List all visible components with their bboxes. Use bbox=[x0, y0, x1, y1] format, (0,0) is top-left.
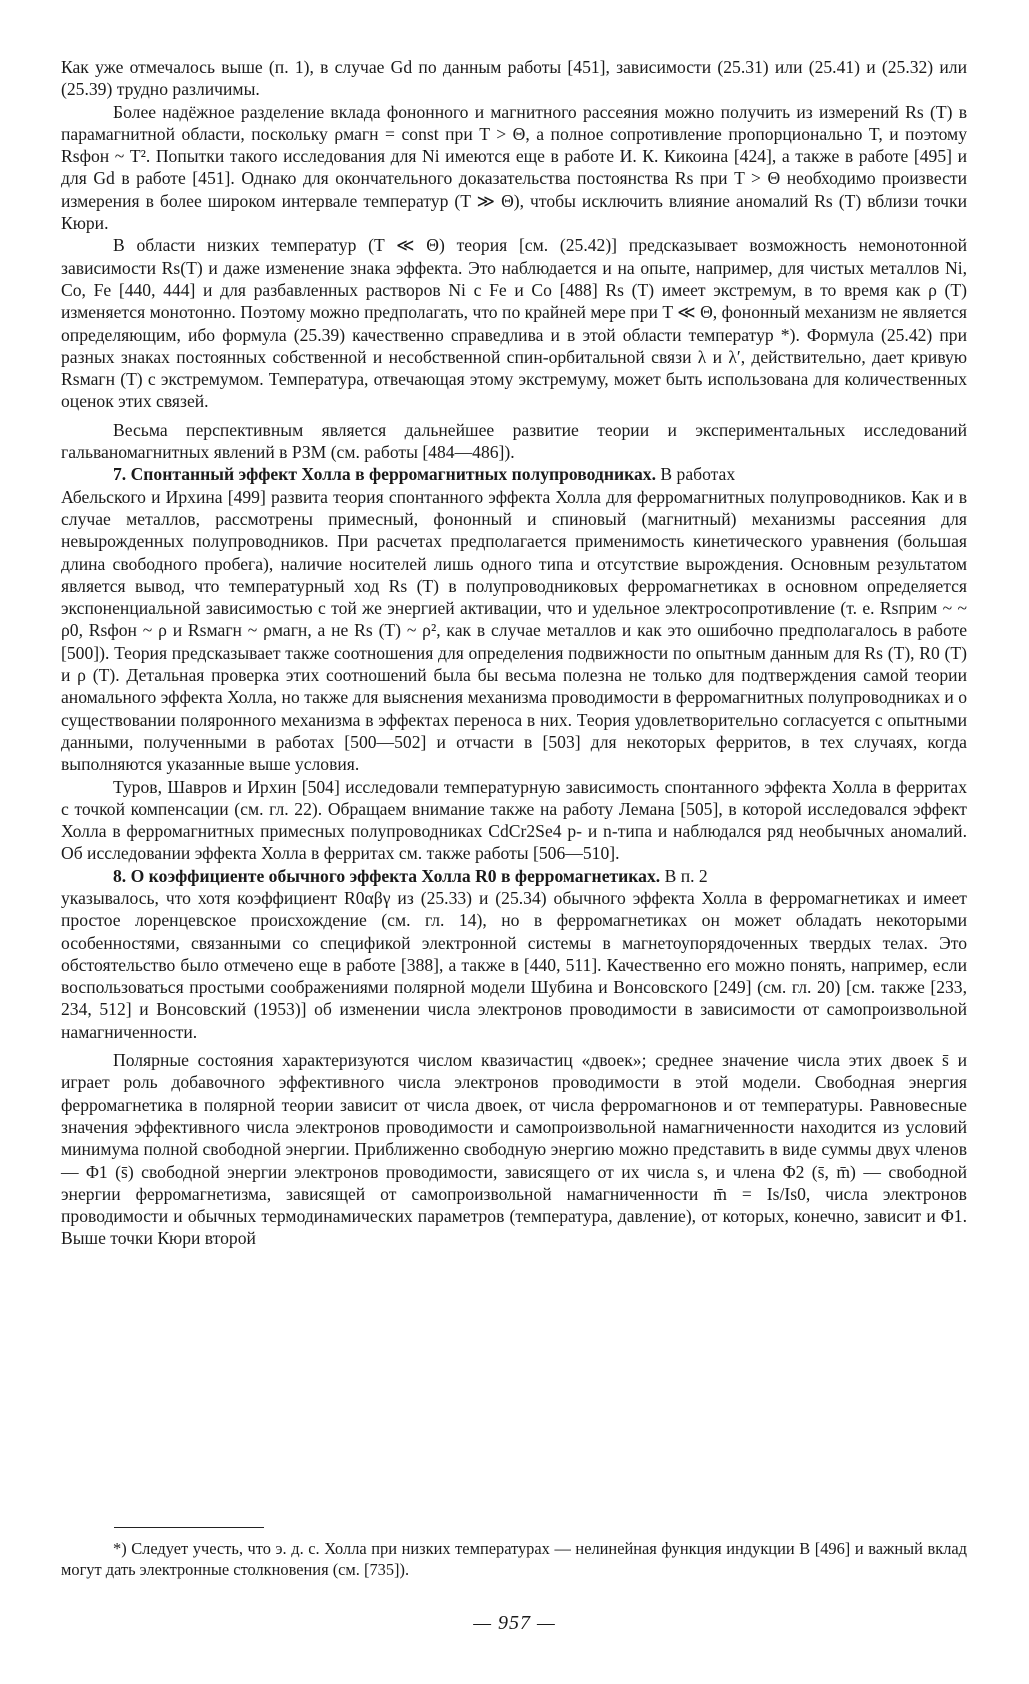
paragraph-gd-dependencies: Как уже отмечалось выше (п. 1), в случае Gd по данным работы [451], зависимости (25.31) или (25.41) и (25.32) или (25.39) трудно различимы. bbox=[61, 57, 967, 100]
page-number: — 957 — bbox=[473, 1612, 556, 1634]
paragraph-polar-states: Полярные состояния характеризуются числом квазичастиц «двоек»; среднее значение числа этих двоек s̄ и играет роль добавочного эффективного числа электронов проводимости в этой модели. Свободная энергия ферромагнетика в полярной теории зависит от числа двоек, от числа ферромагнонов и от температуры. Равновесные значения эффективного числа электронов проводимости и самопроизвольной намагниченности находится из условий минимума полной свободной энергии. Приближенно свободную энергию можно представить в виде суммы двух членов — Φ1 (s̄) свободной энергии электронов проводимости, зависящего от их числа s, и члена Φ2 (s̄, m̄) — свободной энергии ферромагнетизма, зависящей от самопроизвольной намагниченности m̄ = Is/Is0, числа электронов проводимости и обычных термодинамических параметров (температура, давление), от которых, конечно, зависит и Φ1. Выше точки Кюри второй bbox=[61, 1050, 967, 1249]
paragraph-low-temperatures: В области низких температур (T ≪ Θ) теория [см. (25.42)] предсказывает возможность немонотонной зависимости Rs(T) и даже изменение знака эффекта. Это наблюдается и на опыте, например, для чистых металлов Ni, Co, Fe [440, 444] и для разбавленных растворов Ni с Fe и Co [488] Rs (T) имеет экстремум, в то время как ρ (T) изменяется монотонно. Поэтому можно предполагать, что по крайней мере при T ≪ Θ, фононный механизм не является определяющим, ибо формула (25.39) качественно справедлива и в этой области температур *). Формула (25.42) при разных знаках постоянных собственной и несобственной спин-орбитальной связи λ и λ′, действительно, дает кривую Rsмагн (T) с экстремумом. Температура, отвечающая этому экстремуму, может быть использована для количественных оценок этих связей. bbox=[61, 235, 967, 412]
paragraph-paramagnetic-region: Более надёжное разделение вклада фононного и магнитного рассеяния можно получить из измерений Rs (T) в парамагнитной области, поскольку ρмагн = const при T > Θ, а полное сопротивление пропорционально T, и поэтому Rsфон ~ T². Попытки такого исследования для Ni имеются еще в работе И. К. Кикоина [424], а также в работе [495] и для Gd в работе [451]. Однако для окончательного доказательства постоянства Rs при T > Θ необходимо произвести измерения в более широком интервале температур (T ≫ Θ), чтобы исключить влияние аномалий Rs (T) вблизи точки Кюри. bbox=[61, 101, 967, 234]
paragraph-semiconductor-theory: Абельского и Ирхина [499] развита теория спонтанного эффекта Холла для ферромагнитных полупроводников. Как и в случае металлов, рассмотрены примесный, фононный и спиновый (магнитный) механизмы рассеяния для невырожденных полупроводников. При расчетах предполагается применимость кинетического уравнения (большая длина свободного пробега), наличие носителей лишь одного типа и отсутствие вырождения. Основным результатом является вывод, что температурный ход Rs (T) в полупроводниковых ферромагнетиках в основном определяется экспоненциальной зависимостью с той же энергией активации, что и удельное электросопротивление (т. е. Rsприм ~ ~ ρ0, Rsфон ~ ρ и Rsмагн ~ ρмагн, а не Rs (T) ~ ρ², как в случае металлов и как это ошибочно предполагалось в работе [500]). Теория предсказывает также соотношения для определения подвижности по опытным данным для Rs (T), R0 (T) и ρ (T). Детальная проверка этих соотношений была бы весьма полезна не только для подтверждения самой теории аномального эффекта Холла, но также для выяснения механизма проводимости в ферромагнитных полупроводниках и о существовании поляронного механизма в эффектах переноса в них. Теория удовлетворительно согласуется с опытными данными, полученными в работах [500—502] и отчасти в [503] для некоторых ферритов, в тех случаях, когда выполняются указанные выше условия. bbox=[61, 486, 967, 775]
paragraph-ordinary-hall-coefficient: указывалось, что хотя коэффициент R0αβγ из (25.33) и (25.34) обычного эффекта Холла в ферромагнетиках и имеет простое лоренцевское происхождение (см. гл. 14), но в ферромагнетиках он может обладать некоторыми особенностями, связанными со спецификой электронной системы в магнетоупорядоченных твердых телах. Это обстоятельство было отмечено еще в работе [388], а также в [440, 511]. Качественно его можно понять, например, если воспользоваться простыми соображениями полярной модели Шубина и Вонсовского [249] (см. гл. 20) [см. также [233, 234, 512] и Вонсовский (1953)] об изменении числа электронов проводимости в зависимости от самопроизвольной намагниченности. bbox=[61, 887, 967, 1042]
section-8-intro bbox=[61, 865, 967, 887]
section-7-lead: В работах bbox=[660, 464, 736, 485]
section-7-heading: 7. Спонтанный эффект Холла в ферромагнитных полупроводниках. bbox=[113, 464, 656, 485]
paragraph-rare-earth-outlook: Весьма перспективным является дальнейшее развитие теории и экспериментальных исследований гальваномагнитных явлений в РЗМ (см. работы [484—486]). bbox=[61, 419, 967, 463]
footnote-text: *) Следует учесть, что э. д. с. Холла при низких температурах — нелинейная функция индукции B [496] и важный вклад могут дать электронные столкновения (см. [735]). bbox=[61, 1539, 967, 1579]
body-text bbox=[61, 56, 967, 1250]
section-7-intro bbox=[61, 463, 967, 485]
footnote bbox=[61, 1538, 967, 1580]
footnote-divider bbox=[114, 1527, 264, 1528]
section-8-lead: В п. 2 bbox=[664, 865, 708, 886]
section-8-heading: 8. О коэффициенте обычного эффекта Холла R0 в ферромагнетиках. bbox=[113, 865, 661, 886]
paragraph-ferrites: Туров, Шавров и Ирхин [504] исследовали температурную зависимость спонтанного эффекта Холла в ферритах с точкой компенсации (см. гл. 22). Обращаем внимание также на работу Лемана [505], в которой исследовался эффект Холла в ферромагнитных примесных полупроводниках CdCr2Se4 p- и n-типа и наблюдался ряд необычных аномалий. Об исследовании эффекта Холла в ферритах см. также работы [506—510]. bbox=[61, 776, 967, 864]
